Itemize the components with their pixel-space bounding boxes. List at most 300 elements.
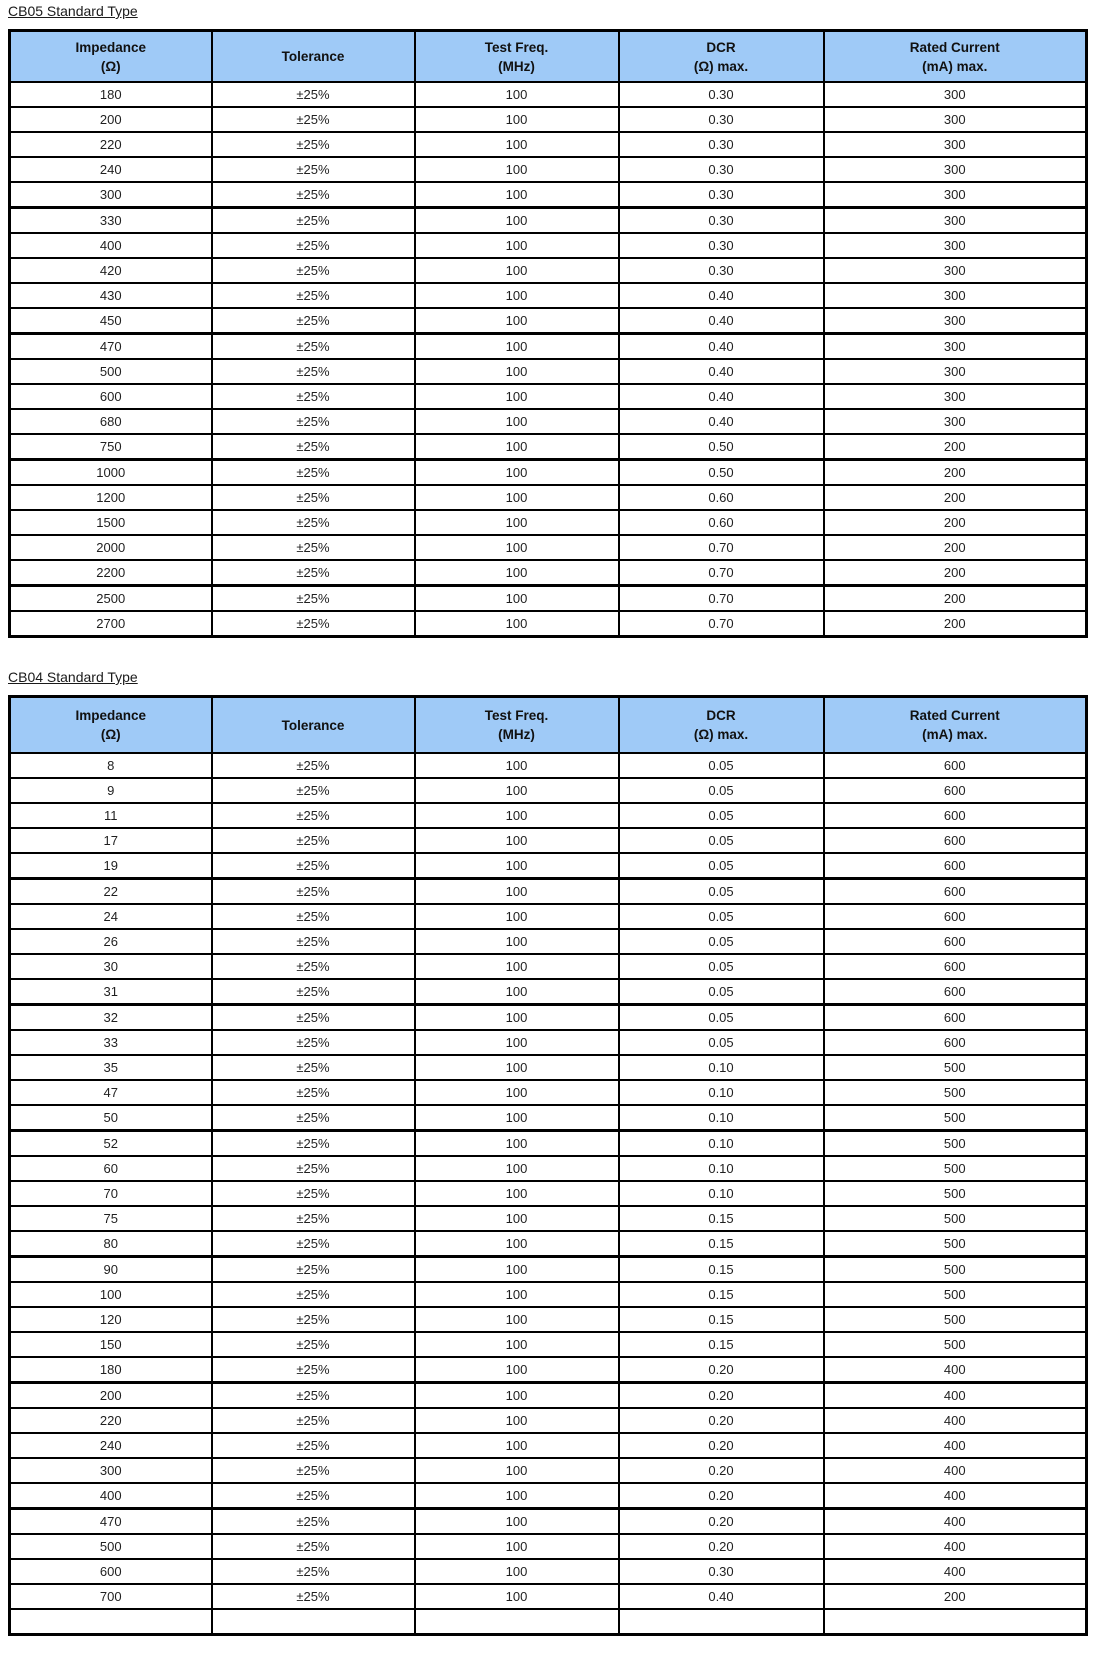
table-cell: 100 (415, 954, 619, 979)
table-cell: 220 (10, 132, 212, 157)
table-cell: 19 (10, 853, 212, 879)
table-cell: ±25% (212, 1005, 415, 1031)
table-cell: 400 (824, 1483, 1087, 1509)
table-cell: ±25% (212, 1231, 415, 1257)
table-cell: 500 (824, 1206, 1087, 1231)
header-line2: (mA) max. (922, 58, 988, 74)
table-cell: 100 (415, 929, 619, 954)
header-line1: DCR (706, 39, 736, 55)
table-cell: 0.15 (619, 1332, 824, 1357)
table-row (10, 1483, 1087, 1509)
header-line2: (Ω) (100, 58, 121, 74)
table-cell: 100 (415, 586, 619, 612)
table-cell: 100 (415, 157, 619, 182)
table-cell: 600 (10, 384, 212, 409)
table-row (10, 208, 1087, 234)
table-row (10, 1559, 1087, 1584)
table-cell: ±25% (212, 258, 415, 283)
table-cell: ±25% (212, 334, 415, 360)
table-cell: ±25% (212, 157, 415, 182)
table-row (10, 1156, 1087, 1181)
table-cell: 0.20 (619, 1408, 824, 1433)
table-cell: ±25% (212, 778, 415, 803)
table-row (10, 1433, 1087, 1458)
table-cell: 0.40 (619, 359, 824, 384)
table-cell: 2200 (10, 560, 212, 586)
table-cell: 80 (10, 1231, 212, 1257)
table-cell: 500 (824, 1156, 1087, 1181)
table-cell: 0.10 (619, 1181, 824, 1206)
table-cell: 300 (824, 334, 1087, 360)
table-cell: 0.15 (619, 1231, 824, 1257)
table-cell: 470 (10, 1509, 212, 1535)
table-cell: ±25% (212, 1282, 415, 1307)
table-row (10, 107, 1087, 132)
table-cell: 100 (415, 283, 619, 308)
table-cell: 500 (824, 1257, 1087, 1283)
table-cell: ±25% (212, 929, 415, 954)
table-row (10, 828, 1087, 853)
table-cell: 0.05 (619, 753, 824, 778)
table-cell: ±25% (212, 434, 415, 460)
header-line1: Test Freq. (484, 39, 549, 55)
table-cell: 0.70 (619, 560, 824, 586)
table-cell: 100 (415, 233, 619, 258)
cb04-table-header (10, 697, 1087, 754)
table-cell: 600 (824, 778, 1087, 803)
header-line2: (Ω) max. (693, 58, 749, 74)
header-line2: (mA) max. (922, 727, 988, 742)
cb05-table-header (10, 31, 1087, 83)
table-cell: 0.05 (619, 879, 824, 905)
table-cell: 0.15 (619, 1257, 824, 1283)
table-cell: 47 (10, 1080, 212, 1105)
table-row (10, 283, 1087, 308)
header-line1: Impedance (75, 708, 147, 723)
table-cell: ±25% (212, 879, 415, 905)
table-cell: 100 (415, 753, 619, 778)
table-row (10, 1206, 1087, 1231)
table-cell: ±25% (212, 1080, 415, 1105)
table-row (10, 1055, 1087, 1080)
header-cell (824, 31, 1087, 83)
table-cell: 200 (824, 434, 1087, 460)
table-cell: 200 (824, 1584, 1087, 1609)
table-cell: 100 (415, 182, 619, 208)
table-cell: 100 (415, 1206, 619, 1231)
table-cell: 500 (824, 1080, 1087, 1105)
table-cell: ±25% (212, 1156, 415, 1181)
table-cell: ±25% (212, 384, 415, 409)
table-row (10, 460, 1087, 486)
table-row (10, 384, 1087, 409)
table-cell: ±25% (212, 409, 415, 434)
table-cell: 330 (10, 208, 212, 234)
table-cell: 300 (10, 1458, 212, 1483)
table-cell: 300 (824, 107, 1087, 132)
table-cell: 0.20 (619, 1534, 824, 1559)
table-cell: 600 (824, 828, 1087, 853)
table-cell: 32 (10, 1005, 212, 1031)
table-cell: 0.05 (619, 803, 824, 828)
table-cell: 50 (10, 1105, 212, 1131)
table-cell: ±25% (212, 803, 415, 828)
table-cell: 100 (415, 384, 619, 409)
table-cell: 240 (10, 157, 212, 182)
table-cell: 30 (10, 954, 212, 979)
table-cell: 500 (10, 1534, 212, 1559)
table-cell: 150 (10, 1332, 212, 1357)
table-row (10, 586, 1087, 612)
table-cell: ±25% (212, 82, 415, 107)
table-cell: 0.10 (619, 1055, 824, 1080)
table-cell: 0.30 (619, 132, 824, 157)
table-cell: 100 (415, 803, 619, 828)
table-cell: ±25% (212, 1131, 415, 1157)
header-cell (619, 31, 824, 83)
table-cell: 100 (415, 611, 619, 637)
table-cell (415, 1609, 619, 1635)
table-cell: 200 (10, 107, 212, 132)
table-cell: ±25% (212, 233, 415, 258)
table-cell: 300 (824, 283, 1087, 308)
table-cell: 100 (415, 258, 619, 283)
table-cell: ±25% (212, 1030, 415, 1055)
table-cell: 500 (824, 1231, 1087, 1257)
header-cell (212, 697, 415, 754)
table-cell: 24 (10, 904, 212, 929)
header-line1: Rated Current (909, 39, 1000, 55)
table-cell: 500 (824, 1105, 1087, 1131)
table-cell: ±25% (212, 1584, 415, 1609)
header-line2: (Ω) (100, 727, 121, 742)
table-row (10, 1534, 1087, 1559)
table-cell: ±25% (212, 1206, 415, 1231)
table-cell: 0.30 (619, 208, 824, 234)
table-cell: 750 (10, 434, 212, 460)
table-cell: 600 (824, 803, 1087, 828)
table-cell: 470 (10, 334, 212, 360)
table-cell: 100 (415, 1509, 619, 1535)
table-cell: 0.20 (619, 1383, 824, 1409)
table-row (10, 157, 1087, 182)
table-cell: 500 (824, 1055, 1087, 1080)
table-cell: ±25% (212, 283, 415, 308)
table-cell: 100 (415, 1005, 619, 1031)
cb05-section (8, 3, 1085, 638)
table-cell: 300 (10, 182, 212, 208)
table-cell: 100 (415, 107, 619, 132)
table-cell: 500 (10, 359, 212, 384)
header-cell (212, 31, 415, 83)
table-cell: 400 (824, 1458, 1087, 1483)
table-row (10, 1383, 1087, 1409)
table-cell: ±25% (212, 586, 415, 612)
table-cell: 60 (10, 1156, 212, 1181)
table-row (10, 1307, 1087, 1332)
table-row (10, 1030, 1087, 1055)
table-cell: 0.30 (619, 233, 824, 258)
table-cell: 100 (415, 1080, 619, 1105)
table-cell: 0.30 (619, 82, 824, 107)
table-cell: ±25% (212, 904, 415, 929)
table-cell: 100 (415, 485, 619, 510)
table-row (10, 1458, 1087, 1483)
table-cell: ±25% (212, 753, 415, 778)
header-line2: (MHz) (498, 58, 535, 74)
header-row (10, 697, 1087, 754)
table-cell: ±25% (212, 510, 415, 535)
table-cell: 100 (415, 1156, 619, 1181)
table-cell: 0.50 (619, 460, 824, 486)
header-cell (824, 697, 1087, 754)
table-cell: ±25% (212, 1357, 415, 1383)
table-row (10, 334, 1087, 360)
table-cell: 9 (10, 778, 212, 803)
table-cell: 26 (10, 929, 212, 954)
table-row (10, 359, 1087, 384)
table-cell: 75 (10, 1206, 212, 1231)
table-cell: 33 (10, 1030, 212, 1055)
table-cell: 100 (415, 1433, 619, 1458)
table-cell: 100 (415, 1257, 619, 1283)
table-cell: ±25% (212, 1257, 415, 1283)
table-cell: 0.10 (619, 1105, 824, 1131)
table-cell: 0.30 (619, 258, 824, 283)
table-cell: 200 (824, 535, 1087, 560)
table-cell: 100 (415, 1282, 619, 1307)
table-row (10, 132, 1087, 157)
table-cell: 11 (10, 803, 212, 828)
table-row (10, 879, 1087, 905)
table-row (10, 1181, 1087, 1206)
table-cell: ±25% (212, 359, 415, 384)
table-cell: 0.40 (619, 308, 824, 334)
table-cell: 0.40 (619, 384, 824, 409)
table-cell: 100 (415, 778, 619, 803)
table-cell: ±25% (212, 1534, 415, 1559)
table-cell: 0.30 (619, 157, 824, 182)
table-cell: 0.15 (619, 1307, 824, 1332)
table-cell: 200 (824, 510, 1087, 535)
table-cell: 600 (824, 879, 1087, 905)
table-cell: 220 (10, 1408, 212, 1433)
table-cell: 300 (824, 182, 1087, 208)
header-cell (415, 31, 619, 83)
table-row (10, 409, 1087, 434)
table-cell: ±25% (212, 828, 415, 853)
table-row (10, 434, 1087, 460)
table-cell: 0.15 (619, 1206, 824, 1231)
table-cell: 100 (415, 460, 619, 486)
table-cell: 200 (824, 560, 1087, 586)
table-cell: 400 (824, 1509, 1087, 1535)
table-cell: 100 (415, 1383, 619, 1409)
table-cell: 0.30 (619, 1559, 824, 1584)
table-cell: 600 (824, 954, 1087, 979)
table-cell: ±25% (212, 485, 415, 510)
table-cell: 1000 (10, 460, 212, 486)
table-cell: ±25% (212, 1181, 415, 1206)
table-cell: 300 (824, 384, 1087, 409)
table-row (10, 1257, 1087, 1283)
table-row (10, 1509, 1087, 1535)
table-cell: 0.05 (619, 778, 824, 803)
table-row (10, 308, 1087, 334)
table-cell: 100 (415, 1584, 619, 1609)
table-cell: 100 (415, 560, 619, 586)
table-cell: 400 (10, 1483, 212, 1509)
table-cell (212, 1609, 415, 1635)
table-row (10, 182, 1087, 208)
table-cell: 400 (824, 1534, 1087, 1559)
table-cell: 600 (824, 1030, 1087, 1055)
table-cell: 100 (10, 1282, 212, 1307)
table-cell: 500 (824, 1282, 1087, 1307)
table-row (10, 778, 1087, 803)
table-cell: 0.05 (619, 979, 824, 1005)
table-row (10, 1332, 1087, 1357)
table-cell: 100 (415, 979, 619, 1005)
table-cell: 300 (824, 208, 1087, 234)
table-cell: 200 (824, 460, 1087, 486)
table-cell: 180 (10, 82, 212, 107)
table-row (10, 611, 1087, 637)
cb05-spec-table (8, 29, 1088, 638)
table-cell: 500 (824, 1131, 1087, 1157)
table-cell: 300 (824, 132, 1087, 157)
table-row (10, 485, 1087, 510)
table-cell: 700 (10, 1584, 212, 1609)
table-cell: 300 (824, 82, 1087, 107)
table-cell: 500 (824, 1181, 1087, 1206)
table-cell: 100 (415, 82, 619, 107)
table-row (10, 82, 1087, 107)
table-cell: ±25% (212, 1383, 415, 1409)
table-row (10, 1005, 1087, 1031)
table-cell: 100 (415, 904, 619, 929)
table-cell: ±25% (212, 1307, 415, 1332)
table-row-partial (10, 1609, 1087, 1635)
table-row (10, 954, 1087, 979)
table-cell (10, 1609, 212, 1635)
table-cell: 0.40 (619, 334, 824, 360)
table-cell: 400 (824, 1383, 1087, 1409)
table-cell: 100 (415, 1357, 619, 1383)
table-cell: ±25% (212, 1055, 415, 1080)
table-cell: ±25% (212, 1408, 415, 1433)
table-row (10, 979, 1087, 1005)
table-cell: 100 (415, 334, 619, 360)
table-row (10, 535, 1087, 560)
table-cell: 17 (10, 828, 212, 853)
table-cell: 100 (415, 1055, 619, 1080)
header-line2: (MHz) (498, 727, 535, 742)
table-cell: 200 (824, 586, 1087, 612)
table-cell: ±25% (212, 535, 415, 560)
table-cell: 2000 (10, 535, 212, 560)
table-cell: 0.05 (619, 853, 824, 879)
table-cell: 0.05 (619, 929, 824, 954)
table-cell (824, 1609, 1087, 1635)
cb04-spec-table (8, 695, 1088, 1636)
table-cell: 600 (824, 1005, 1087, 1031)
table-cell: 0.40 (619, 1584, 824, 1609)
table-cell: ±25% (212, 132, 415, 157)
table-cell (619, 1609, 824, 1635)
table-cell: 100 (415, 1559, 619, 1584)
table-cell: 300 (824, 258, 1087, 283)
table-cell: 0.40 (619, 409, 824, 434)
table-row (10, 1282, 1087, 1307)
header-line2: (Ω) max. (693, 727, 749, 742)
table-cell: 420 (10, 258, 212, 283)
table-cell: 0.05 (619, 828, 824, 853)
header-cell (619, 697, 824, 754)
table-row (10, 1105, 1087, 1131)
table-cell: 0.20 (619, 1458, 824, 1483)
table-cell: 600 (824, 929, 1087, 954)
table-cell: 0.05 (619, 904, 824, 929)
table-cell: 2700 (10, 611, 212, 637)
table-cell: 100 (415, 1483, 619, 1509)
table-cell: 100 (415, 132, 619, 157)
table-row (10, 929, 1087, 954)
table-cell: ±25% (212, 107, 415, 132)
table-cell: 300 (824, 359, 1087, 384)
table-cell: ±25% (212, 308, 415, 334)
table-cell: 180 (10, 1357, 212, 1383)
table-cell: ±25% (212, 1458, 415, 1483)
table-cell: ±25% (212, 1509, 415, 1535)
table-cell: 8 (10, 753, 212, 778)
table-cell: 300 (824, 308, 1087, 334)
table-row (10, 1231, 1087, 1257)
table-cell: 0.15 (619, 1282, 824, 1307)
header-cell (10, 697, 212, 754)
table-cell: 600 (824, 979, 1087, 1005)
table-cell: 70 (10, 1181, 212, 1206)
table-cell: 100 (415, 208, 619, 234)
table-cell: 0.60 (619, 510, 824, 535)
table-cell: 240 (10, 1433, 212, 1458)
table-cell: 0.05 (619, 1005, 824, 1031)
table-cell: 100 (415, 1030, 619, 1055)
table-cell: 22 (10, 879, 212, 905)
header-line1: Test Freq. (484, 708, 549, 723)
table-cell: 100 (415, 1458, 619, 1483)
cb05-section-title: CB05 Standard Type (8, 3, 138, 19)
table-cell: 0.40 (619, 283, 824, 308)
table-cell: 200 (824, 485, 1087, 510)
table-cell: 31 (10, 979, 212, 1005)
table-cell: ±25% (212, 611, 415, 637)
table-cell: 100 (415, 1332, 619, 1357)
table-row (10, 753, 1087, 778)
table-cell: 35 (10, 1055, 212, 1080)
table-cell: 300 (824, 157, 1087, 182)
header-cell (10, 31, 212, 83)
table-row (10, 233, 1087, 258)
table-cell: 400 (10, 233, 212, 258)
cb04-section-title: CB04 Standard Type (8, 669, 138, 685)
table-cell: ±25% (212, 954, 415, 979)
table-cell: 0.30 (619, 182, 824, 208)
table-cell: 0.20 (619, 1433, 824, 1458)
header-line1: Tolerance (281, 49, 345, 64)
table-cell: 0.60 (619, 485, 824, 510)
table-cell: 0.70 (619, 586, 824, 612)
